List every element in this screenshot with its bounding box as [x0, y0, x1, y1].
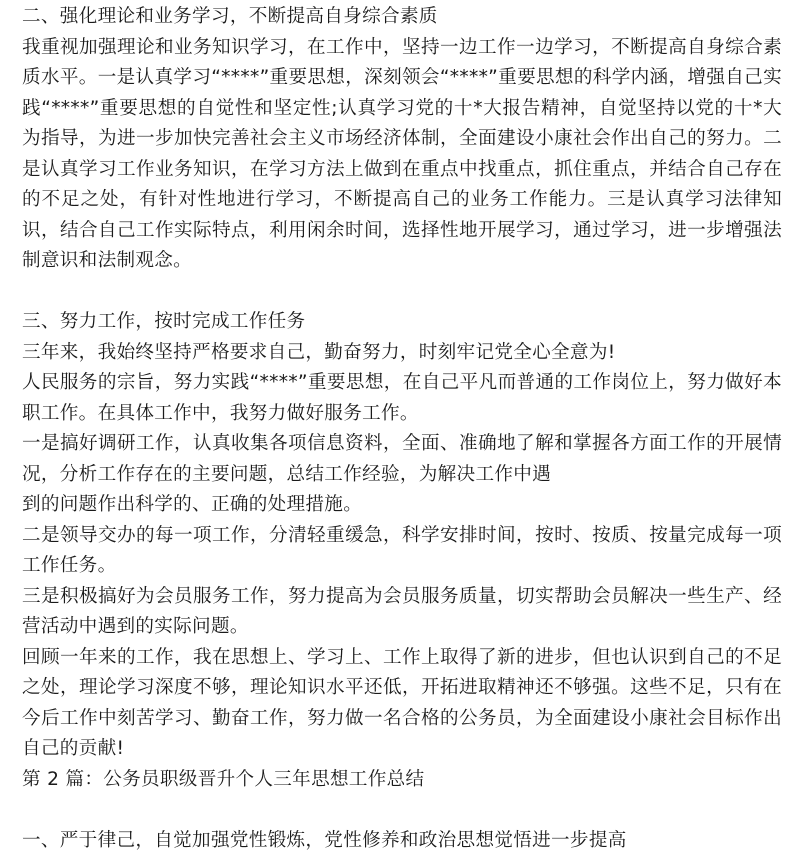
section-2-body: 我重视加强理论和业务知识学习，在工作中，坚持一边工作一边学习，不断提高自身综合素质水平。一是认真学习“****”重要思想，深刻领会“****”重要思想的科学内涵，增强自己实践“****”重要思想的自觉性和坚定性;认真学习党的十*大报告精神，自觉坚持以党的十*大为指导，为进一步加快完善社会主义市场经济体制，全面建设小康社会作出自己的努力。二是认真学习工作业务知识，在学习方法上做到在重点中找重点，抓住重点，并结合自己存在的不足之处，有针对性地进行学习，不断提高自己的业务工作能力。三是认真学习法律知识，结合自己工作实际特点，利用闲余时间，选择性地开展学习，通过学习，进一步增强法制意识和法制观念。 [22, 36, 782, 271]
document-page [22, 2, 782, 852]
blank-line [22, 277, 782, 308]
section-3-paragraph-7: 回顾一年来的工作，我在思想上、学习上、工作上取得了新的进步，但也认识到自己的不足之处，理论学习深度不够，理论知识水平还低，开拓进取精神还不够强。这些不足，只有在今后工作中刻苦学习、勤奋工作，努力做一名合格的公务员，为全面建设小康社会目标作出自己的贡献! [22, 646, 782, 759]
section-3-heading: 三、努力工作，按时完成工作任务 [22, 311, 306, 332]
section-3-paragraph-3: 一是搞好调研工作，认真收集各项信息资料，全面、准确地了解和掌握各方面工作的开展情况，分析工作存在的主要问题，总结工作经验，为解决工作中遇 [22, 433, 782, 485]
section-3-paragraph-5: 二是领导交办的每一项工作，分清轻重缓急，科学安排时间，按时、按质、按量完成每一项工作任务。 [22, 524, 782, 576]
section-3-paragraph-2: 人民服务的宗旨，努力实践“****”重要思想，在自己平凡而普通的工作岗位上，努力做好本职工作。在具体工作中，我努力做好服务工作。 [22, 372, 782, 424]
section-2-heading: 二、强化理论和业务学习，不断提高自身综合素质 [22, 6, 438, 27]
blank-line [22, 795, 782, 826]
section-3-paragraph-1: 三年来，我始终坚持严格要求自己，勤奋努力，时刻牢记党全心全意为! [22, 341, 616, 363]
section-3-paragraph-6: 三是积极搞好为会员服务工作，努力提高为会员服务质量，切实帮助会员解决一些生产、经营活动中遇到的实际问题。 [22, 585, 782, 637]
part-2-section-1-heading: 一、严于律己，自觉加强党性锻炼，党性修养和政治思想觉悟进一步提高 [22, 829, 627, 851]
part-2-title: 第 2 篇：公务员职级晋升个人三年思想工作总结 [22, 768, 425, 790]
section-3-paragraph-4: 到的问题作出科学的、正确的处理措施。 [22, 494, 363, 515]
